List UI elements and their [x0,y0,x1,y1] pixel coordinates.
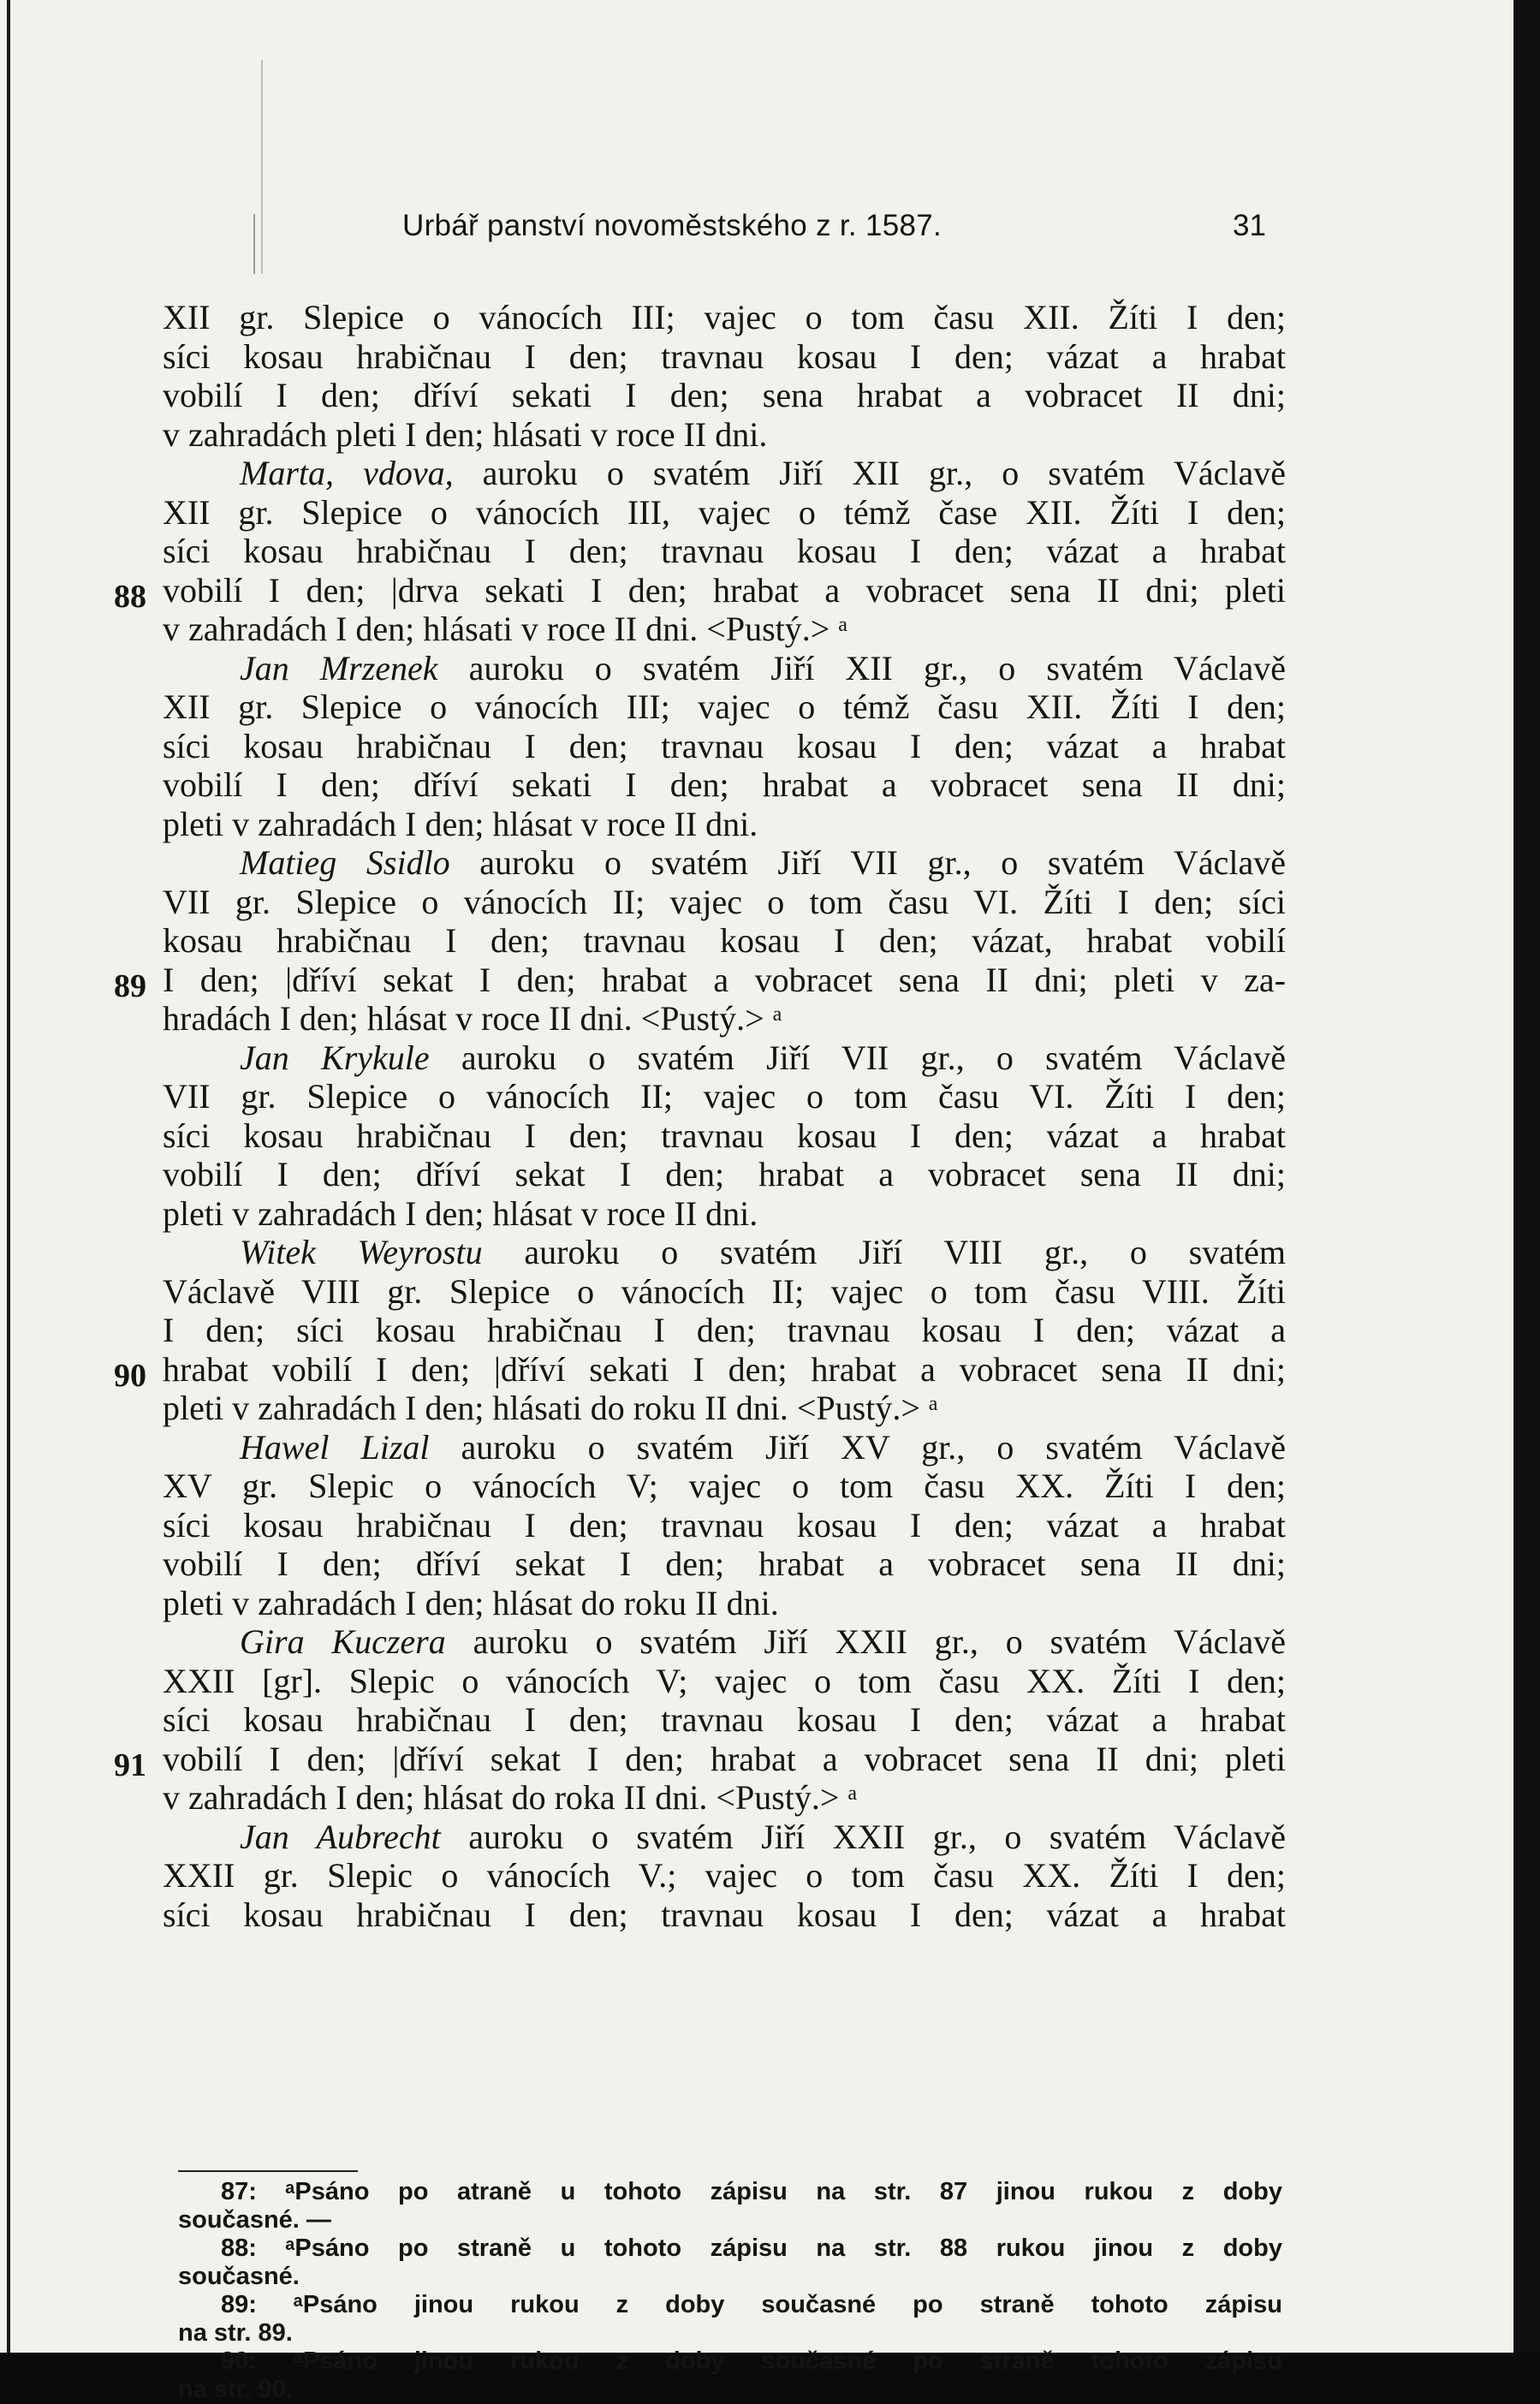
line-text: VII gr. Slepice o vánocích II; vajec o tom času VI. Žíti I den; [163,1077,1286,1116]
line-text: XII gr. Slepice o vánocích III; vajec o tom času XII. Žíti I den; [163,298,1286,336]
line-text: I den; síci kosau hrabičnau I den; travnau kosau I den; vázat a [163,1311,1286,1349]
line-text: vobilí I den; |drva sekati I den; hrabat a vobracet sena II dni; pleti [163,570,1286,610]
text-line [163,1428,1286,1467]
text-line [163,1700,1286,1740]
line-text: kosau hrabičnau I den; travnau kosau I den; vázat, hrabat vobilí [163,921,1286,960]
running-header-title: Urbář panství novoměstského z r. 1587. [402,209,942,242]
margin-line-number: 89 [114,967,146,1004]
text-line [163,1622,1286,1662]
text-line [163,843,1286,883]
line-text: auroku o svatém Jiří VIII gr., o svatém [482,1233,1287,1271]
footnote-line: 89: ᵃPsáno jinou rukou z doby současné po straně tohoto zápisu [221,2291,1282,2318]
text-line [163,687,1286,727]
line-text: XII gr. Slepice o vánocích III, vajec o témž čase XII. Žíti I den; [163,492,1286,532]
margin-line-number: 88 [114,578,146,615]
line-text: XII gr. Slepice o vánocích III; vajec o témž času XII. Žíti I den; [163,687,1286,726]
text-line [163,1856,1286,1895]
margin-line-number: 90 [114,1357,146,1394]
line-text: I den; |dříví sekat I den; hrabat a vobracet sena II dni; pleti v za- [163,960,1286,999]
line-text: pleti v zahradách I den; hlásat do roku II dni. [163,1583,779,1622]
text-line [163,1155,1286,1194]
person-name: Jan Aubrecht [240,1817,441,1856]
person-name: Jan Mrzenek [240,648,438,687]
scan-border-right [1513,0,1540,2353]
text-line [163,727,1286,766]
footnotes [178,2178,1282,2404]
text-line [163,571,1286,610]
footnote-rule [178,2170,358,2172]
line-text: auroku o svatém Jiří XV gr., o svatém Václavě [429,1427,1286,1467]
footnote-line: na str. 89. [178,2319,293,2347]
text-line [163,1662,1286,1701]
person-name: Hawel Lizal [240,1427,430,1467]
text-line [163,610,1286,649]
text-line [163,1895,1286,1935]
line-text: vobilí I den; dříví sekati I den; hrabat a vobracet sena II dni; [163,765,1286,804]
footnote-line: 87: ᵃPsáno po atraně u tohoto zápisu na str. 87 jinou rukou z doby [221,2178,1282,2205]
text-line [163,765,1286,805]
line-text: vobilí I den; dříví sekati I den; sena hrabat a vobracet II dni; [163,376,1286,414]
footnote-line: současné. [178,2263,300,2290]
scan-artifact-line [253,214,255,274]
line-text: auroku o svatém Jiří XII gr., o svatém Václavě [453,454,1286,492]
text-line [163,1584,1286,1623]
margin-line-number: 91 [114,1746,146,1783]
text-line [163,1467,1286,1506]
line-text: auroku o svatém Jiří XII gr., o svatém Václavě [437,648,1287,687]
text-line [163,1740,1286,1779]
text-line [163,883,1286,922]
line-text: auroku o svatém Jiří XXII gr., o svatém Václavě [440,1817,1287,1856]
text-line [163,1311,1286,1350]
text-line [163,999,1286,1038]
line-text: síci kosau hrabičnau I den; travnau kosau I den; vázat a hrabat [163,1116,1286,1155]
text-line [163,376,1286,415]
text-line [163,1077,1286,1116]
text-line [163,1389,1286,1428]
text-line [163,1116,1286,1156]
text-line [163,415,1286,455]
text-line [163,1350,1286,1389]
line-text: auroku o svatém Jiří VII gr., o svatém Václavě [429,1038,1287,1077]
line-text: v zahradách pleti I den; hlásati v roce II dni. [163,414,768,454]
line-text: XV gr. Slepic o vánocích V; vajec o tom času XX. Žíti I den; [163,1467,1286,1505]
line-text: v zahradách I den; hlásati v roce II dni. <Pustý.> ᵃ [163,610,848,648]
main-text [163,298,1286,1934]
text-line [163,1818,1286,1857]
line-text: hradách I den; hlásat v roce II dni. <Pustý.> ᵃ [163,999,782,1038]
text-line [163,1778,1286,1818]
footnote-line: 88: ᵃPsáno po straně u tohoto zápisu na str. 88 rukou jinou z doby [221,2234,1282,2262]
text-line [163,1194,1286,1234]
line-text: hrabat vobilí I den; |dříví sekati I den; hrabat a vobracet sena II dni; [163,1349,1286,1389]
line-text: síci kosau hrabičnau I den; travnau kosau I den; vázat a hrabat [163,726,1286,765]
line-text: XXII [gr]. Slepic o vánocích V; vajec o tom času XX. Žíti I den; [163,1661,1286,1700]
page-number: 31 [1233,209,1266,242]
line-text: v zahradách I den; hlásat do roka II dni. <Pustý.> ᵃ [163,1778,858,1817]
text-line [163,298,1286,337]
line-text: XXII gr. Slepic o vánocích V.; vajec o tom času XX. Žíti I den; [163,1856,1286,1895]
line-text: auroku o svatém Jiří XXII gr., o svatém Václavě [445,1622,1287,1661]
line-text: síci kosau hrabičnau I den; travnau kosau I den; vázat a hrabat [163,1895,1286,1934]
person-name: Marta, vdova, [240,454,454,492]
line-text: síci kosau hrabičnau I den; travnau kosau I den; vázat a hrabat [163,1700,1286,1739]
text-line [163,961,1286,1000]
line-text: pleti v zahradách I den; hlásat v roce II dni. [163,804,758,843]
footnote-line: 90: ᵃPsáno jinou rukou z doby současné po straně tohoto zápisu [221,2347,1282,2375]
scan-artifact-line [261,60,263,274]
text-line [163,532,1286,571]
line-text: pleti v zahradách I den; hlásati do roku II dni. <Pustý.> ᵃ [163,1389,938,1427]
text-line [163,1038,1286,1078]
footnote-line: současné. — [178,2206,331,2234]
text-line [163,1272,1286,1312]
text-line [163,1233,1286,1272]
line-text: Václavě VIII gr. Slepice o vánocích II; vajec o tom času VIII. Žíti [163,1271,1286,1311]
text-line [163,493,1286,533]
line-text: auroku o svatém Jiří VII gr., o svatém Václavě [449,843,1287,882]
person-name: Gira Kuczera [240,1622,446,1661]
person-name: Witek Weyrostu [240,1233,483,1271]
text-line [163,649,1286,688]
line-text: pleti v zahradách I den; hlásat v roce II dni. [163,1193,758,1233]
text-line [163,337,1286,377]
text-line [163,921,1286,961]
text-line [163,1506,1286,1545]
line-text: VII gr. Slepice o vánocích II; vajec o tom času VI. Žíti I den; síci [163,882,1286,921]
text-line [163,1544,1286,1584]
text-line [163,805,1286,844]
text-line [163,454,1286,493]
line-text: vobilí I den; dříví sekat I den; hrabat a vobracet sena II dni; [163,1544,1286,1583]
person-name: Jan Krykule [240,1038,430,1077]
line-text: síci kosau hrabičnau I den; travnau kosau I den; vázat a hrabat [163,532,1286,570]
line-text: vobilí I den; |dříví sekat I den; hrabat a vobracet sena II dni; pleti [163,1739,1286,1778]
scan-border-left [7,0,10,2353]
line-text: síci kosau hrabičnau I den; travnau kosau I den; vázat a hrabat [163,336,1286,376]
line-text: vobilí I den; dříví sekat I den; hrabat a vobracet sena II dni; [163,1155,1286,1193]
footnote-line: na str. 90. [178,2376,293,2403]
line-text: síci kosau hrabičnau I den; travnau kosau I den; vázat a hrabat [163,1505,1286,1544]
person-name: Matieg Ssidlo [240,843,450,882]
